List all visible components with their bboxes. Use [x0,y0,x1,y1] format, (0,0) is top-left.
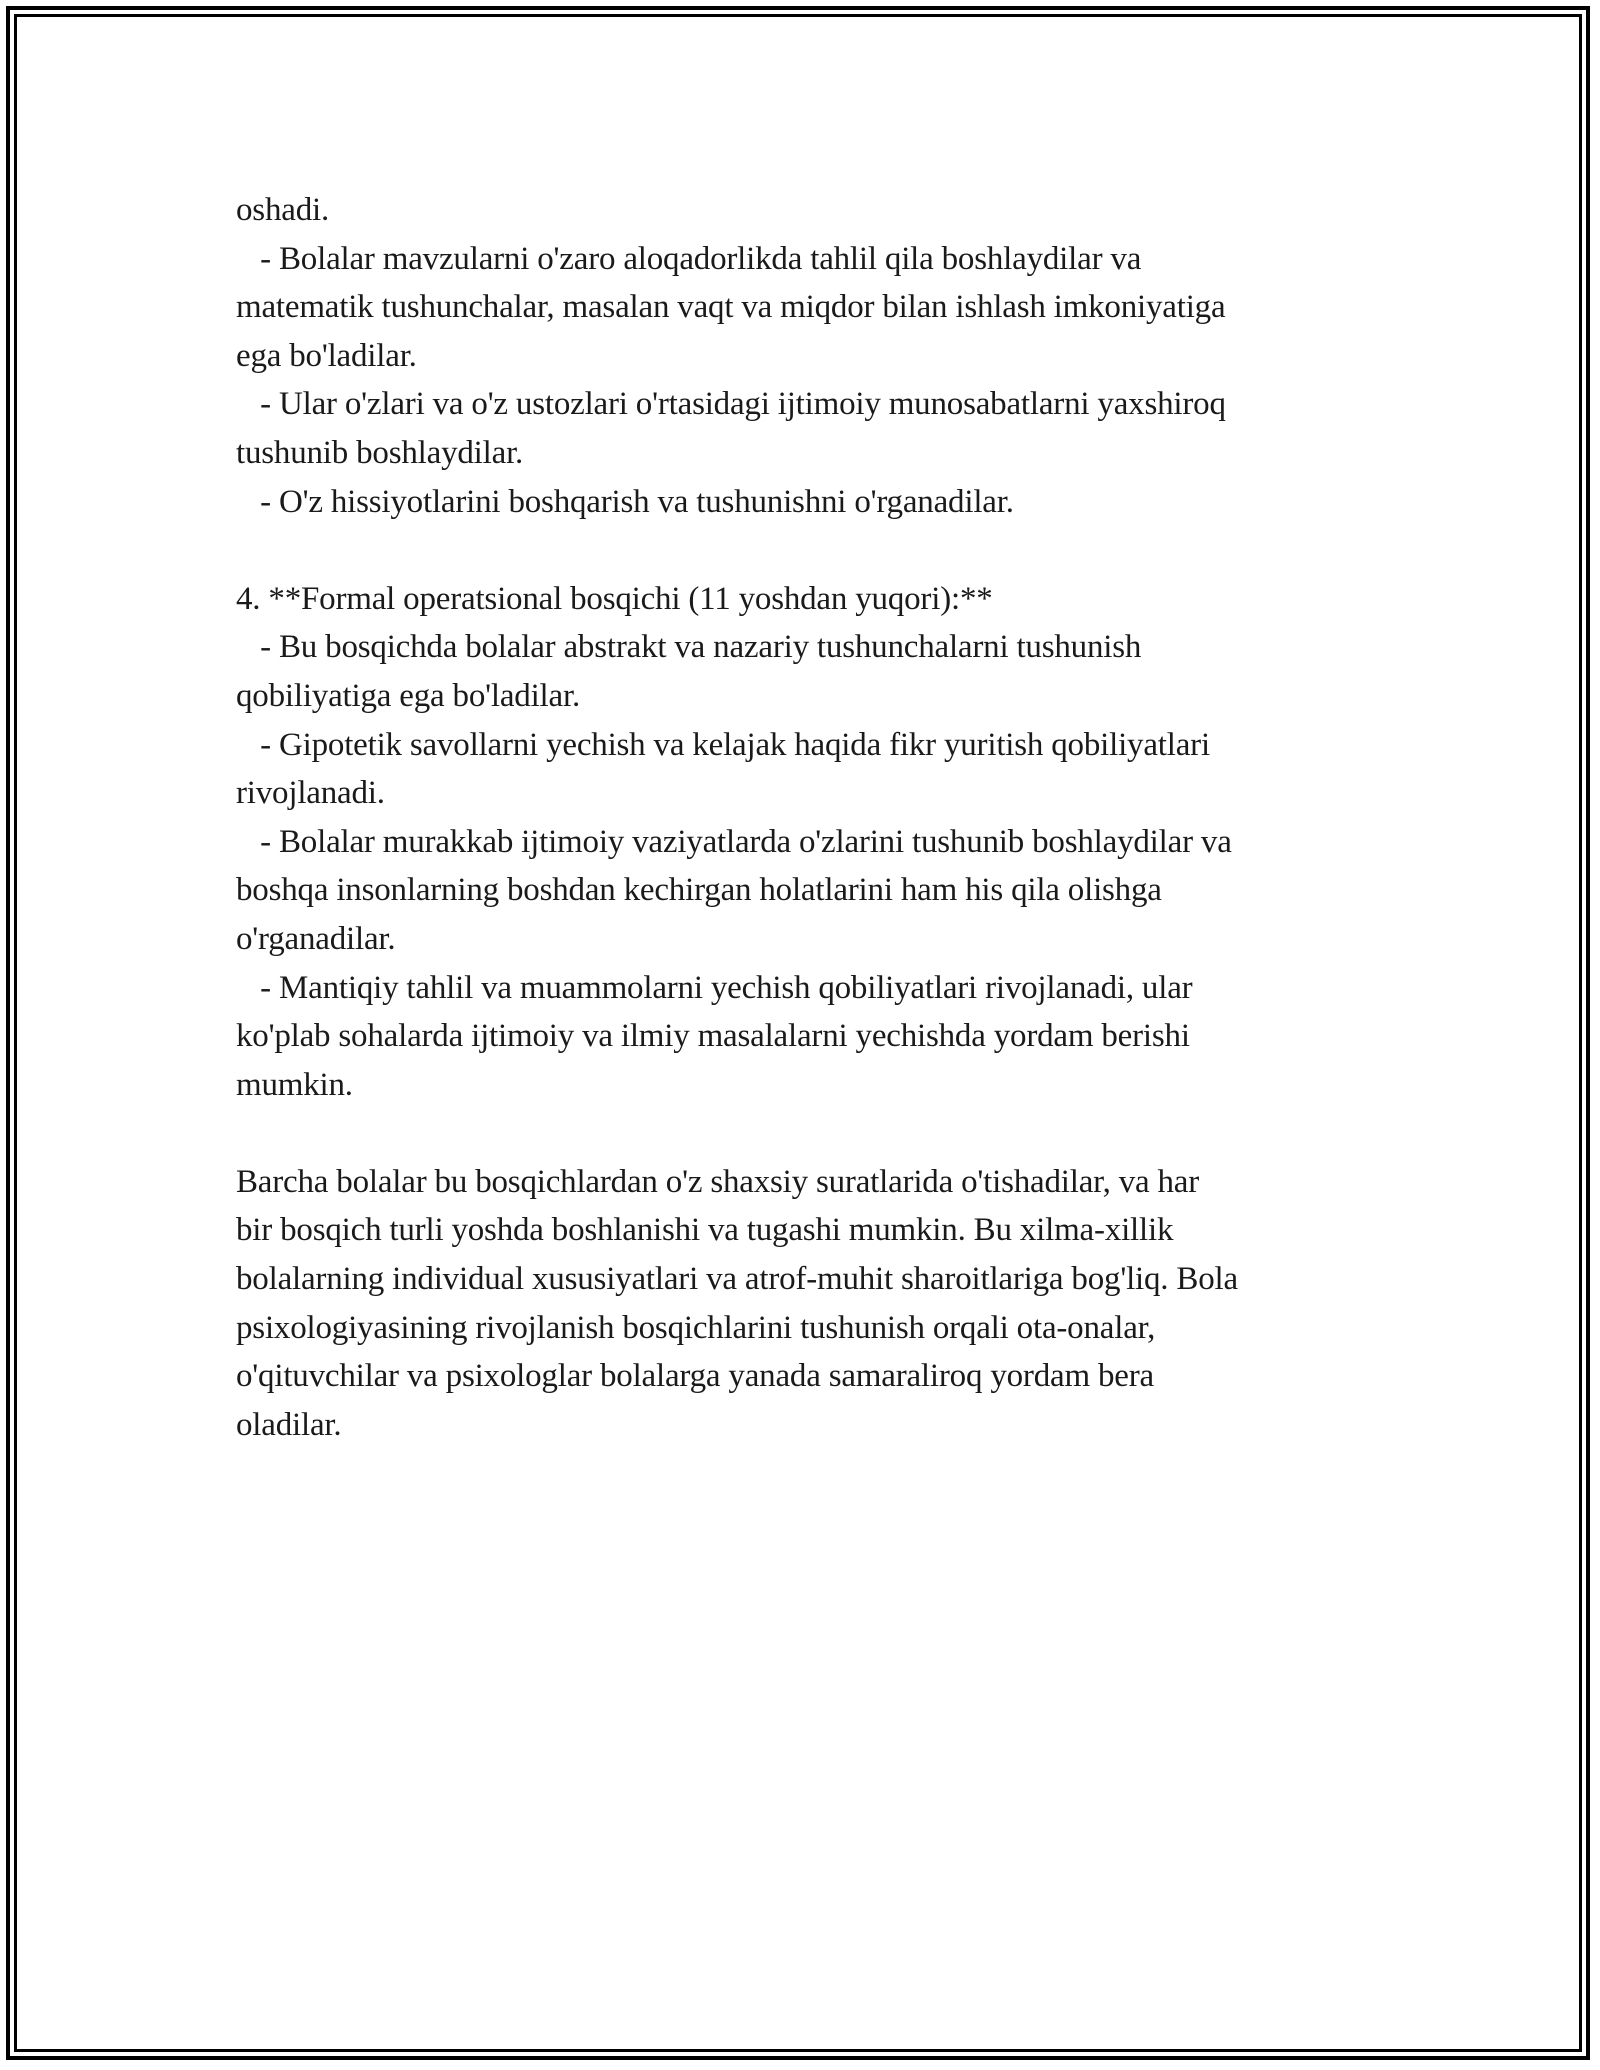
blank-line [236,1109,1396,1158]
text-line: o'qituvchilar va psixologlar bolalarga yanada samaraliroq yordam bera [236,1358,1154,1395]
text-line: o'rganadilar. [236,920,396,957]
text-line: - O'z hissiyotlarini boshqarish va tushunishni o'rganadilar. [236,483,1014,520]
text-line: oladilar. [236,1406,342,1443]
document-body [236,186,1396,1449]
text-line: tushunib boshlaydilar. [236,434,524,471]
text-line: - Bolalar murakkab ijtimoiy vaziyatlarda o'zlarini tushunib boshlaydilar va [236,823,1232,860]
text-line: - Ular o'zlari va o'z ustozlari o'rtasidagi ijtimoiy munosabatlarni yaxshiroq [236,386,1226,423]
text-line: bolalarning individual xususiyatlari va atrof-muhit sharoitlariga bog'liq. Bola [236,1261,1238,1298]
text-line: psixologiyasining rivojlanish bosqichlarini tushunish orqali ota-onalar, [236,1309,1156,1346]
section-heading: 4. **Formal operatsional bosqichi (11 yoshdan yuqori):** [236,580,993,617]
text-line: matematik tushunchalar, masalan vaqt va miqdor bilan ishlash imkoniyatiga [236,289,1226,326]
text-line: - Mantiqiy tahlil va muammolarni yechish qobiliyatlari rivojlanadi, ular [236,969,1193,1006]
text-line: oshadi. [236,192,330,228]
blank-line [236,526,1396,575]
text-line: ega bo'ladilar. [236,337,417,374]
text-line: qobiliyatiga ega bo'ladilar. [236,677,580,714]
text-line: boshqa insonlarning boshdan kechirgan holatlarini ham his qila olishga [236,872,1162,909]
text-line: - Bu bosqichda bolalar abstrakt va nazariy tushunchalarni tushunish [236,629,1142,666]
text-line: bir bosqich turli yoshda boshlanishi va tugashi mumkin. Bu xilma-xillik [236,1212,1174,1249]
text-line: - Gipotetik savollarni yechish va kelajak haqida fikr yuritish qobiliyatlari [236,726,1210,763]
text-line: rivojlanadi. [236,775,385,812]
text-line: - Bolalar mavzularni o'zaro aloqadorlikda tahlil qila boshlaydilar va [236,240,1142,277]
text-line: mumkin. [236,1066,353,1103]
text-line: ko'plab sohalarda ijtimoiy va ilmiy masalalarni yechishda yordam berishi [236,1018,1190,1055]
text-line: Barcha bolalar bu bosqichlardan o'z shaxsiy suratlarida o'tishadilar, va har [236,1163,1200,1200]
